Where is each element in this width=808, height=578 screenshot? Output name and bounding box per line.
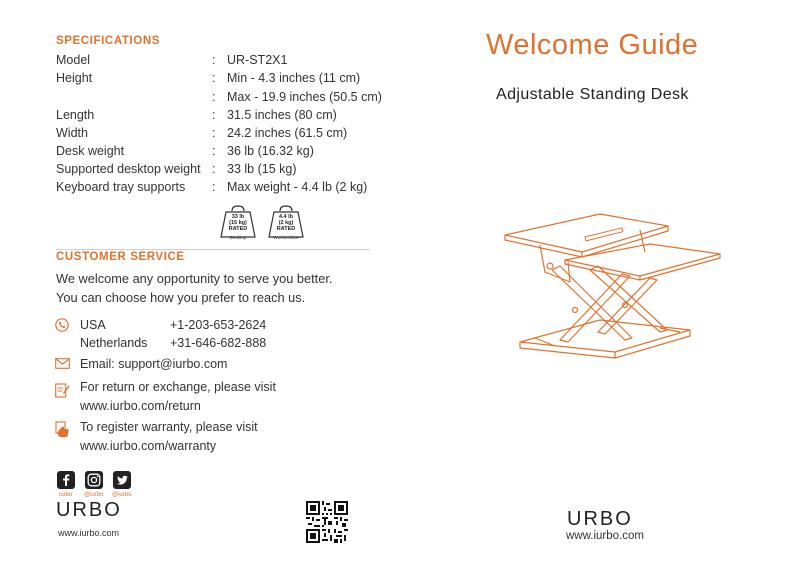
spec-label: Keyboard tray supports [56,180,186,194]
phone-number[interactable]: +31-646-682-888 [170,336,267,350]
spec-label: Model [56,53,91,67]
phone-number[interactable]: +1-203-653-2624 [170,318,267,332]
spec-colon: : [212,71,216,85]
specifications-title: SPECIFICATIONS [56,35,161,47]
edit-document-icon [55,382,70,398]
facebook-icon[interactable] [57,471,75,489]
spec-label: Desk weight [56,144,125,158]
badge-weight: 33 lb [231,214,245,220]
spec-colon: : [212,126,216,140]
spec-label: Width [56,126,88,140]
social-handle: @iurbo [84,492,104,498]
badge-caption: Desktop [229,235,247,240]
qr-code [306,501,348,548]
spec-value: 31.5 inches (80 cm) [227,108,337,122]
cover-subtitle: Adjustable Standing Desk [496,86,689,103]
customer-service-intro [56,269,332,307]
phone-country: Netherlands [80,336,148,350]
spec-value: Min - 4.3 inches (11 cm) [227,71,361,85]
spec-label: Height [56,71,93,85]
phone-country: USA [80,318,106,332]
urbo-logo: URBO [56,499,122,521]
section-divider [56,249,370,250]
spec-value: UR-ST2X1 [227,53,288,67]
badge-rated: RATED [276,226,296,232]
badge-weight-metric: (15 kg) [229,220,247,226]
email-text[interactable]: Email: support@iurbo.com [80,357,228,371]
badge-weight: 4.4 lb [278,214,294,220]
warranty-hand-icon [55,421,70,438]
badge-caption: Worksurface [273,235,299,240]
return-link[interactable]: www.iurbo.com/return [80,399,201,413]
badge-weight-metric: (2 kg) [278,220,294,226]
intro-line: You can choose how you prefer to reach us. [56,290,306,305]
cover-title: Welcome Guide [486,29,699,61]
spec-label: Length [56,108,95,122]
spec-colon: : [212,144,216,158]
spec-value: Max - 19.9 inches (50.5 cm) [227,90,382,104]
spec-value: Max weight - 4.4 lb (2 kg) [227,180,368,194]
website-link[interactable]: www.iurbo.com [566,530,644,542]
standing-desk-illustration [490,200,730,385]
warranty-info [80,418,258,456]
spec-value: 33 lb (15 kg) [227,162,297,176]
intro-line: We welcome any opportunity to serve you better. [56,271,333,286]
return-info [80,378,276,416]
urbo-logo: URBO [567,508,633,530]
twitter-icon[interactable] [113,471,131,489]
social-handle: @iurbo [112,492,132,498]
spec-colon: : [212,90,216,104]
spec-label: Supported desktop weight [56,162,201,176]
spec-colon: : [212,180,216,194]
phone-icon [55,318,69,332]
website-link[interactable]: www.iurbo.com [58,528,120,538]
customer-service-title: CUSTOMER SERVICE [56,251,185,263]
spec-value: 36 lb (16.32 kg) [227,144,314,158]
social-handle: iurbo [59,492,73,498]
spec-colon: : [212,162,216,176]
return-line: For return or exchange, please visit [80,380,276,394]
envelope-icon [55,358,70,369]
instagram-icon[interactable] [85,471,103,489]
spec-colon: : [212,108,216,122]
spec-colon: : [212,53,216,67]
spec-value: 24.2 inches (61.5 cm) [227,126,348,140]
badge-rated: RATED [228,226,248,232]
warranty-line: To register warranty, please visit [80,420,258,434]
warranty-link[interactable]: www.iurbo.com/warranty [80,439,217,453]
